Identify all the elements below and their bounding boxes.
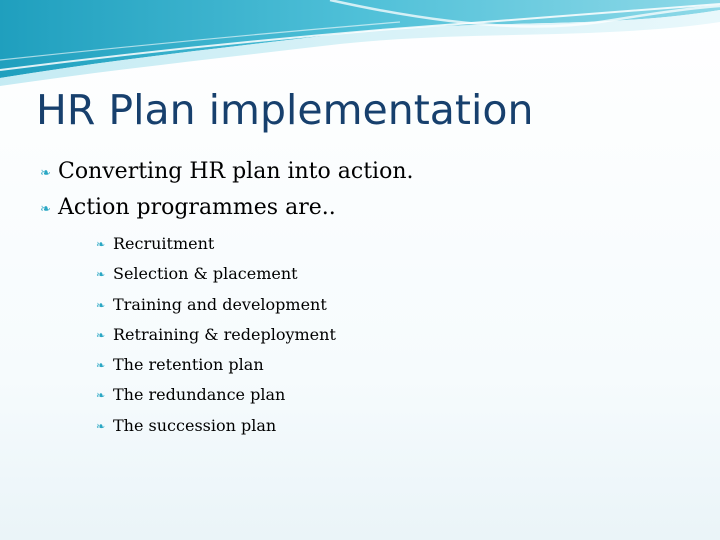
- sub-bullet-item: [96, 380, 336, 410]
- sub-bullet-item: [96, 320, 336, 350]
- bullet-text: Action programmes are..: [58, 195, 336, 220]
- main-bullet-list: [40, 154, 413, 226]
- sub-bullet-text: The retention plan: [113, 355, 264, 375]
- sub-bullet-text: Selection & placement: [113, 264, 298, 284]
- sub-bullet-text: The succession plan: [113, 415, 277, 435]
- sub-bullet-item: [96, 229, 336, 259]
- sub-bullet-text: Training and development: [113, 294, 327, 314]
- leaf-bullet-icon: ❧: [96, 389, 106, 403]
- bullet-text: Converting HR plan into action.: [58, 159, 414, 184]
- sub-bullet-text: Retraining & redeployment: [113, 324, 336, 344]
- leaf-bullet-icon: ❧: [40, 202, 51, 217]
- leaf-bullet-icon: ❧: [96, 419, 106, 433]
- leaf-bullet-icon: ❧: [40, 166, 51, 181]
- sub-bullet-list: [96, 229, 336, 441]
- sub-bullet-item: [96, 411, 336, 441]
- leaf-bullet-icon: ❧: [96, 328, 106, 342]
- leaf-bullet-icon: ❧: [96, 298, 106, 312]
- bullet-item: [40, 154, 413, 190]
- header-wave-decoration: [0, 0, 720, 90]
- leaf-bullet-icon: ❧: [96, 238, 106, 251]
- bullet-item: [40, 190, 413, 226]
- leaf-bullet-icon: ❧: [96, 359, 106, 373]
- sub-bullet-item: [96, 290, 336, 320]
- sub-bullet-item: [96, 350, 336, 380]
- leaf-bullet-icon: ❧: [96, 268, 106, 282]
- slide-title: HR Plan implementation: [36, 86, 534, 134]
- sub-bullet-text: Recruitment: [113, 234, 215, 253]
- sub-bullet-text: The redundance plan: [113, 385, 286, 405]
- sub-bullet-item: [96, 259, 336, 289]
